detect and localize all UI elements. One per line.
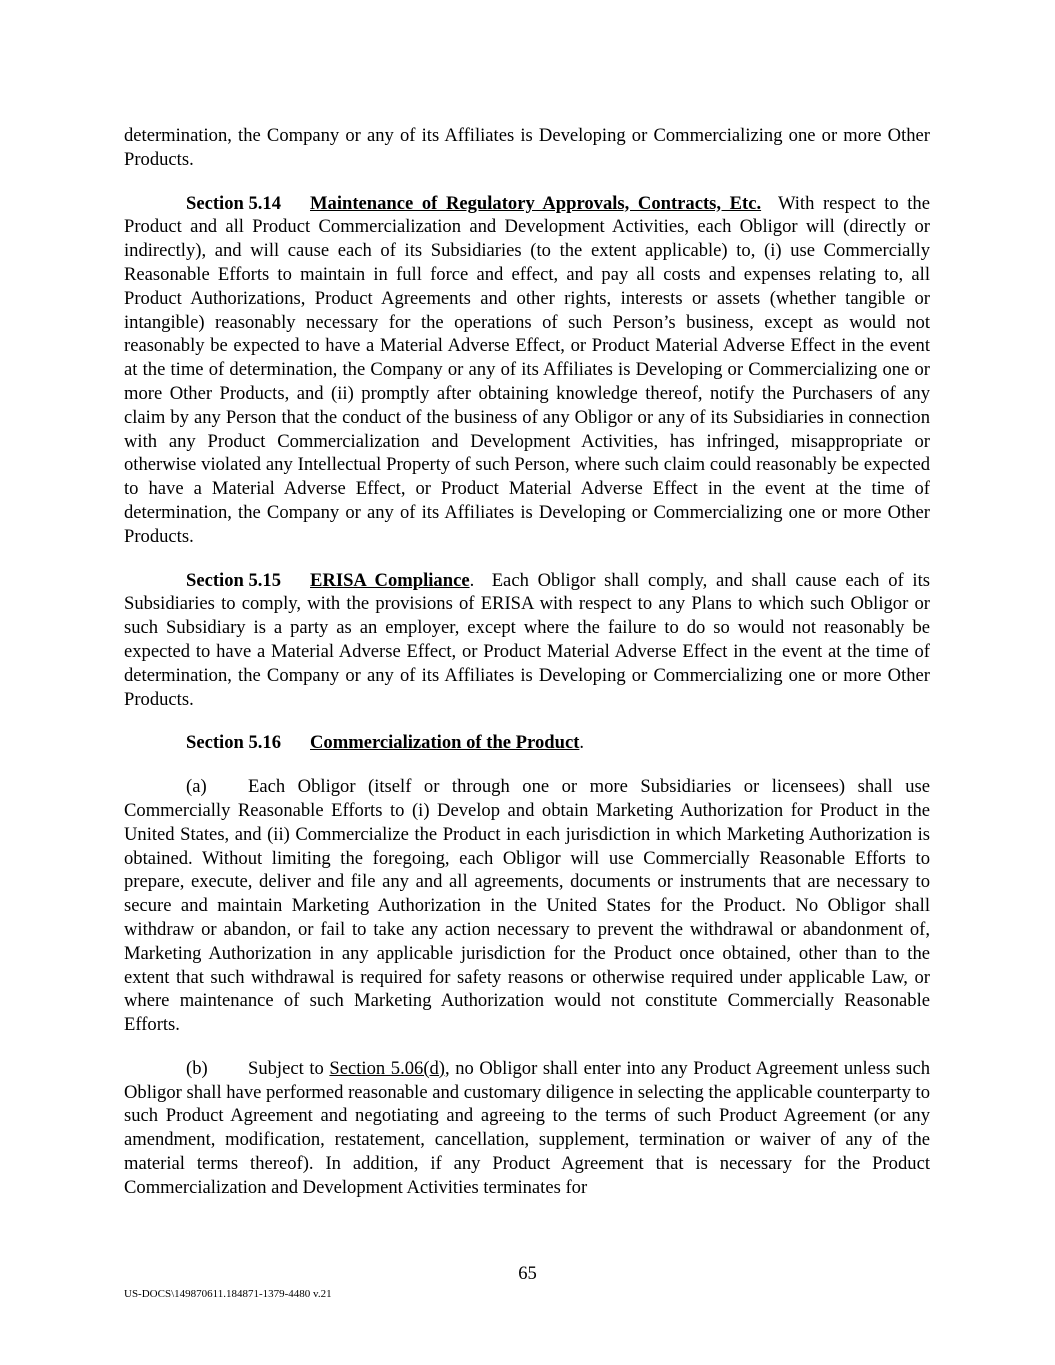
section-number: Section 5.14 xyxy=(186,192,282,214)
section-5-16-heading: Section 5.16 Commercialization of the Product. xyxy=(186,732,585,754)
section-body: With respect to the Product and all Product Commercialization and Development Activities, each Obligor will (directly or indirectly), and will cause each of its Subsidiaries (to the extent applicable) to, (i) use Commercially Reasonable Efforts to maintain in full force and effect, and pay all costs and expenses relating to, all Product Authorizations, Product Agreements and other rights, interests or assets (whether tangible or intangible) reasonably necessary for the operations of such Person’s business, except as would not reasonably be expected to have a Material Adverse Effect, or Product Material Adverse Effect in the event at the time of determination, the Company or any of its Affiliates is Developing or Commercializing one or more Other Products, and (ii) promptly after obtaining knowledge thereof, notify the Purchasers of any claim by any Person that the conduct of the business of any Obligor or any of its Subsidiaries in connection with any Product Commercialization and Development Activities, has infringed, misappropriate or otherwise violated any Intellectual Property of such Person, where such claim could reasonably be expected to have a Material Adverse Effect, or Product Material Adverse Effect in the event at the time of determination, the Company or any of its Affiliates is Developing or Commercializing one or more Other Products. xyxy=(124,192,930,547)
section-body: Each Obligor shall comply, and shall cause each of its Subsidiaries to comply, with the provisions of ERISA with respect to any Plans to which such Obligor or such Subsidiary is a party as an employer, except where the failure to do so would not reasonably be expected to have a Material Adverse Effect, or Product Material Adverse Effect in the event at the time of determination, the Company or any of its Affiliates is Developing or Commercializing one or more Other Products. xyxy=(124,569,930,710)
section-title: Commercialization of the Product xyxy=(310,732,580,754)
section-title: ERISA Compliance xyxy=(310,569,470,591)
page-number: 65 xyxy=(518,1263,537,1284)
clause-label: (a) xyxy=(186,776,207,798)
section-5-14-paragraph xyxy=(124,192,930,549)
clause-label: (b) xyxy=(186,1057,208,1079)
section-title: Maintenance of Regulatory Approvals, Contracts, Etc. xyxy=(310,192,762,214)
document-body xyxy=(124,124,930,1200)
carryover-paragraph: determination, the Company or any of its Affiliates is Developing or Commercializing one or more Other Products. xyxy=(124,125,930,170)
document-id: US-DOCS\149870611.184871-1379-4480 v.21 xyxy=(124,1288,332,1300)
section-5-16-a-paragraph xyxy=(124,775,930,1037)
section-number: Section 5.16 xyxy=(186,732,282,754)
section-number: Section 5.15 xyxy=(186,569,282,591)
clause-body: , no Obligor shall enter into any Product Agreement unless such Obligor shall have performed reasonable and customary diligence in selecting the applicable counterparty to such Product Agreement and negotiating and agreeing to the terms of such Product Agreement (or any amendment, modification, restatement, cancellation, supplement, termination or waiver of any of the material terms thereof). In addition, if any Product Agreement that is necessary for the Product Commercialization and Development Activities terminates for xyxy=(124,1057,931,1198)
section-5-16-b-paragraph xyxy=(124,1057,930,1200)
clause-pre-text: Subject to xyxy=(248,1057,324,1079)
clause-body: Each Obligor (itself or through one or more Subsidiaries or licensees) shall use Commercially Reasonable Efforts to (i) Develop and obtain Marketing Authorization for Product in the United States, and (ii) Commercialize the Product in each jurisdiction in which Marketing Authorization is obtained. Without limiting the foregoing, each Obligor will use Commercially Reasonable Efforts to prepare, execute, deliver and file any and all agreements, documents or instruments that are necessary to secure and maintain Marketing Authorization in the United States for the Product. No Obligor shall withdraw or abandon, or fail to take any action necessary to prevent the withdrawal or abandonment of, Marketing Authorization in any applicable jurisdiction for the Product once obtained, other than to the extent that such withdrawal is required for safety reasons or otherwise required under applicable Law, or where maintenance of such Marketing Authorization would not constitute Commercially Reasonable Efforts. xyxy=(124,776,930,1036)
section-cross-reference-link[interactable]: Section 5.06(d) xyxy=(329,1057,446,1079)
section-5-15-paragraph: Section 5.15 ERISA Compliance. Each Obligor shall comply, and shall cause each of its Subsidiaries to comply, with the provisions of ERISA with respect to any Plans to which such Obligor or such Subsidiary is a party as an employer, except where the failure to do so would not reasonably be expected to have a Material Adverse Effect, or Product Material Adverse Effect in the event at the time of determination, the Company or any of its Affiliates is Developing or Commercializing one or more Other Products. xyxy=(124,569,930,710)
